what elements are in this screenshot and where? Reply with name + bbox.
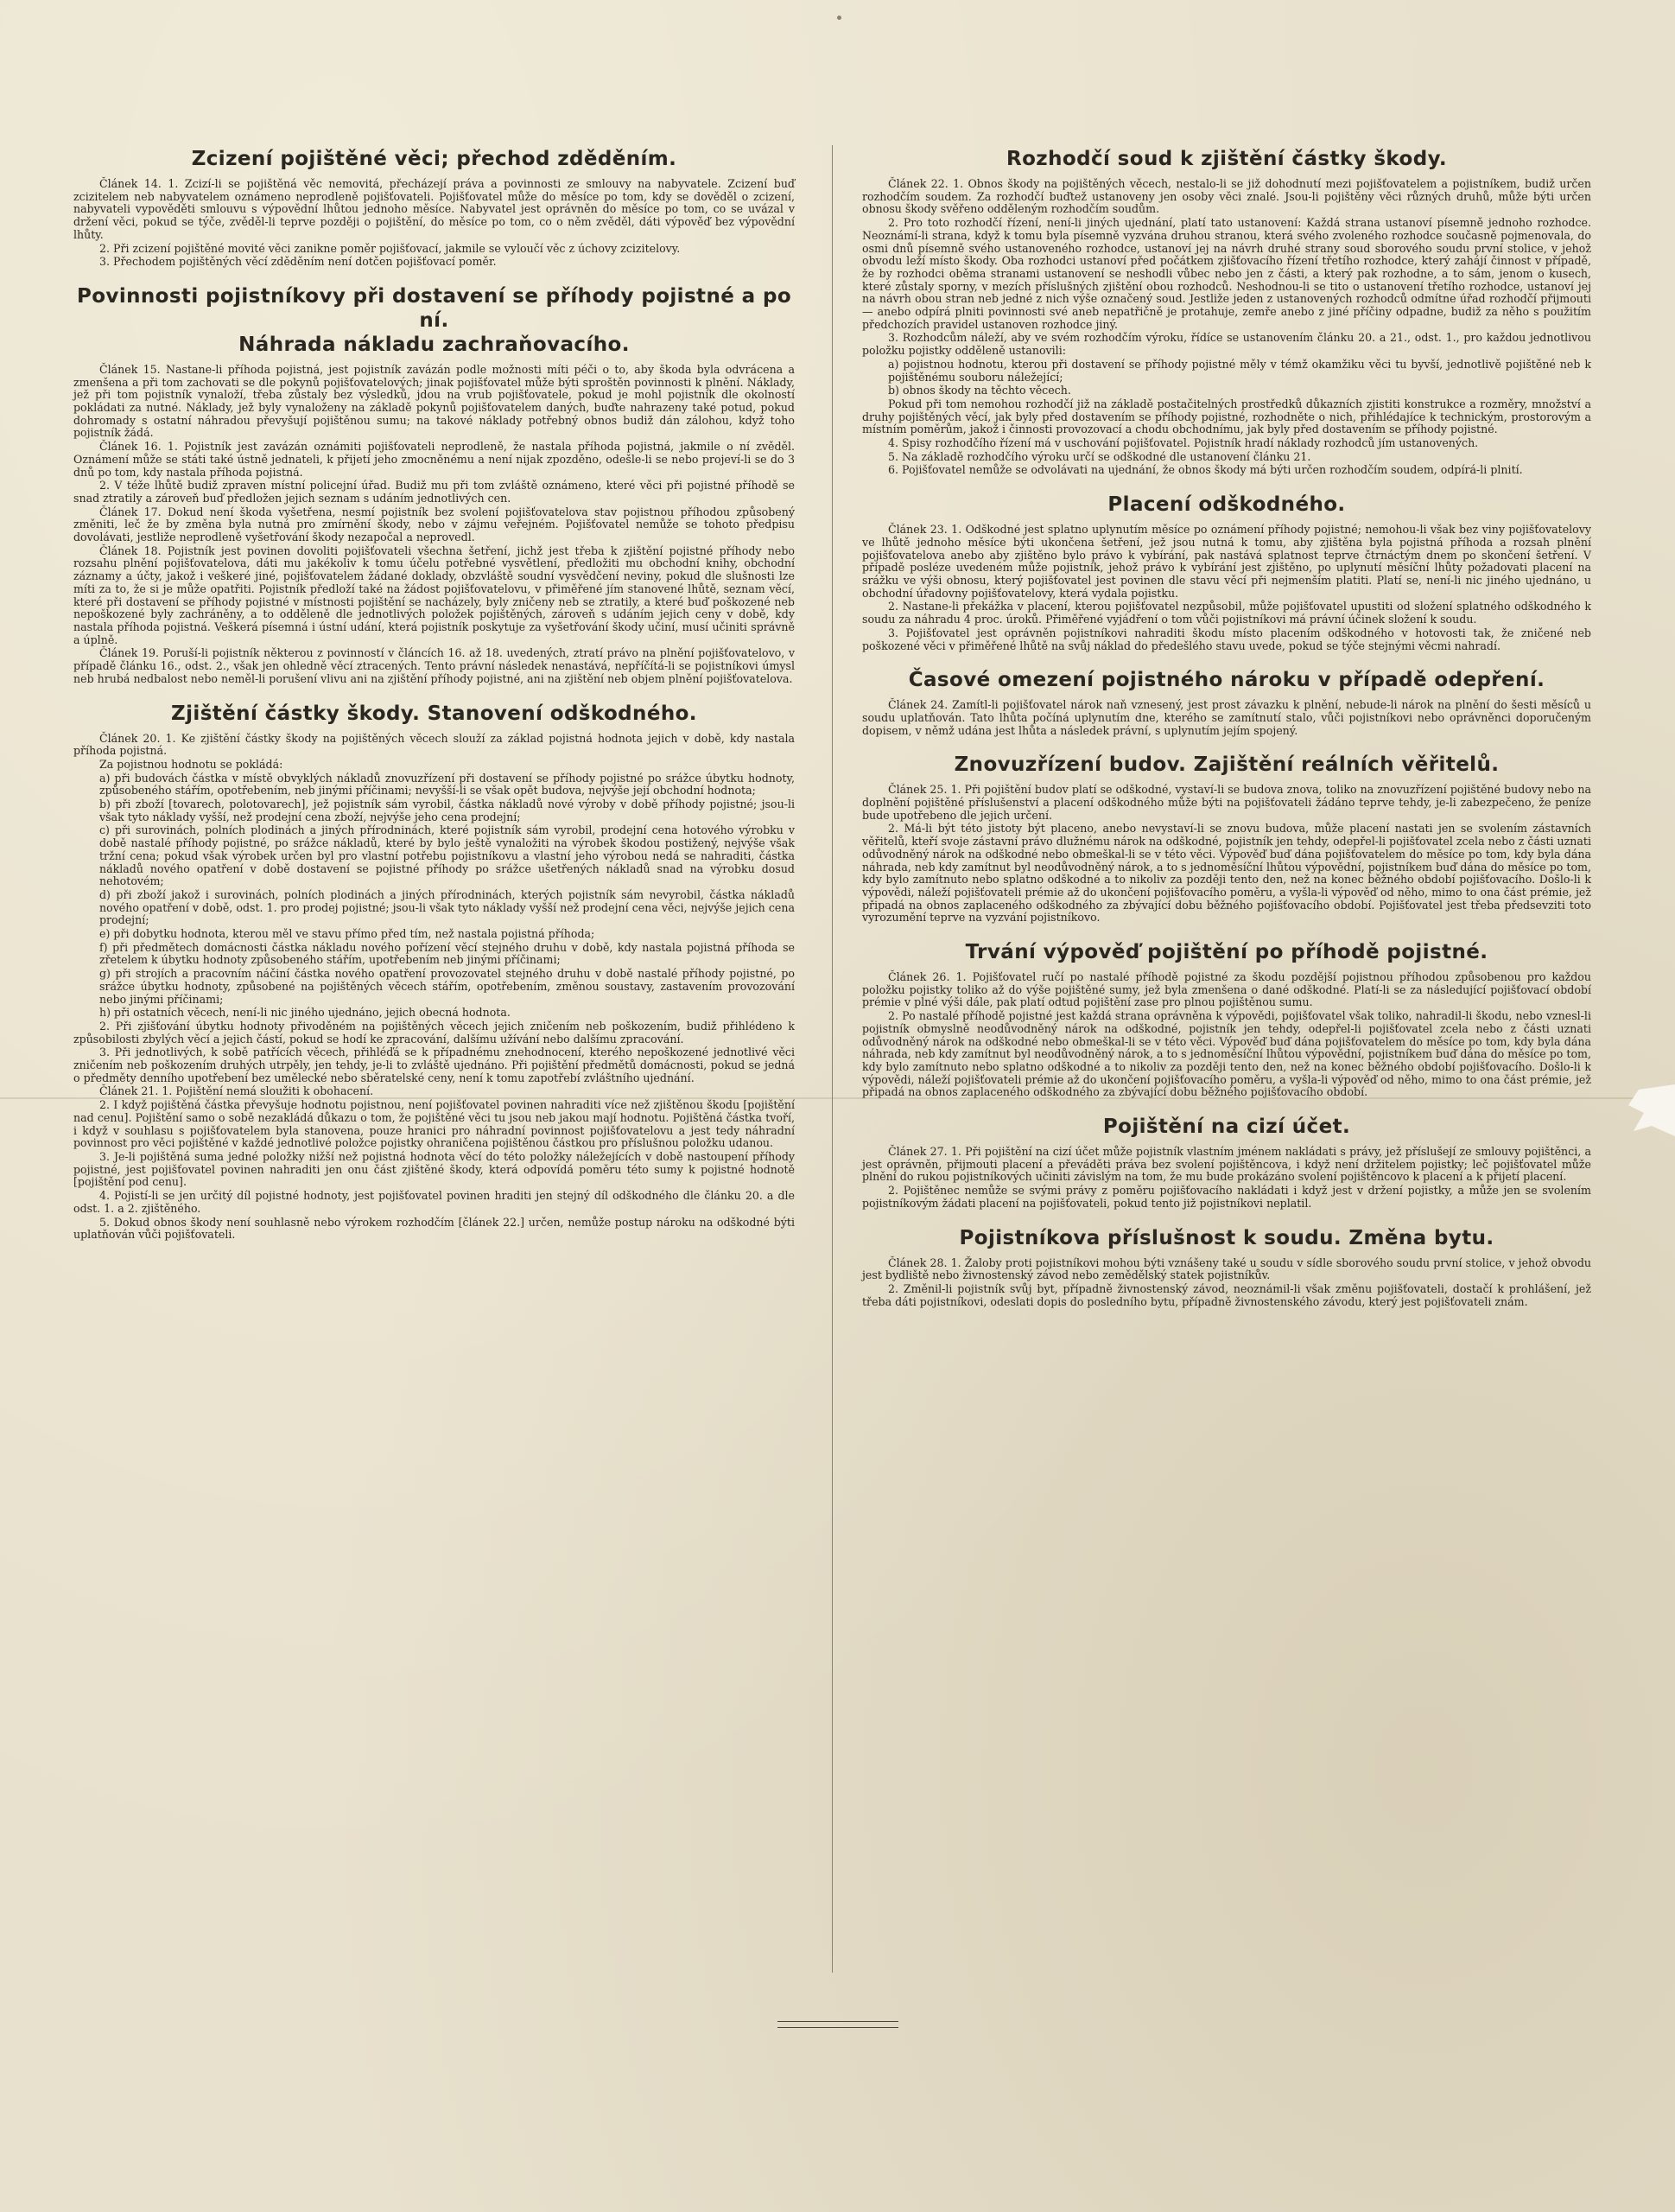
paragraph: Článek 26. 1. Pojišťovatel ručí po nastalé příhodě pojistné za škodu pozdější pojistnou příhodou způsobenou pro každou položku pojistky toliko až do výše pojištěné sumy, jež byla zmenšena o dané odškodné. Platí-li se za následující pojišťovací období prémie v plné výši dále, pak platí odtud pojištění zase pro plnou pojištěnou sumu. bbox=[862, 970, 1591, 1009]
paragraph: Článek 24. Zamítl-li pojišťovatel nárok naň vznesený, jest prost závazku k plnění, nebude-li nárok na plnění do šesti měsíců u soudu uplatňován. Tato lhůta počíná uplynutím dne, kterého se zamítnutí stalo, vůči pojistníkovi nebo oprávněnci doporučeným dopisem, v němž udána jest lhůta a následek právní, s uplynutím jejím spojený. bbox=[862, 698, 1591, 737]
paragraph: 2. Pojištěnec nemůže se svými právy z poměru pojišťovacího nakládati i když jest v držení pojistky, a může jen se svolením pojistníkovým žádati placení na pojišťovateli, pokud tento již pojistníkovi neplatil. bbox=[862, 1184, 1591, 1210]
paragraph: 6. Pojišťovatel nemůže se odvolávati na ujednání, že obnos škody má býti určen rozhodčím soudem, odpírá-li plnití. bbox=[888, 463, 1523, 477]
section-casove-omezeni bbox=[862, 668, 1591, 737]
list-item: c) při surovinách, polních plodinách a jiných přírodninách, které pojistník sám vyrobil, prodejní cena hotového výrobku v době nastalé příhody pojistné, po srážce nákladů, které by bylo ještě vynaložiti na výrobek škodou postižený, nejvýše však tržní cena; pokud však výrobek určen byl pro vlastní potřebu pojistníkovu a vlastní jeho výrobou nedá se nahraditi, částka nákladů nového opatření v době dostavení se pojistné příhody po srážce ušetřených nákladů snad na výrobku dosud nehotovém; bbox=[99, 823, 795, 888]
section-heading: Pojištění na cizí účet. bbox=[1102, 1116, 1351, 1139]
paragraph: Článek 17. Dokud není škoda vyšetřena, nesmí pojistník bez svolení pojišťovatelova stav pojistnou příhodou způsobený změniti, leč že by změna byla nutná pro zmírnění škody, nebo v zájmu veřejném. Pojišťovatel nemůže se tohoto předpisu dovolávati, jestliže neprodleně vyšetřování škody nezapočal a neprovedl. bbox=[73, 505, 795, 544]
section-heading: Znovuzřízení budov. Zajištění reálních věřitelů. bbox=[954, 753, 1500, 777]
right-column bbox=[862, 147, 1591, 1324]
list-item: f) při předmětech domácnosti částka nákladu nového pořízení věcí stejného druhu v době, kdy nastala pojistná příhoda se zřetelem k úbytku hodnoty způsobeného stářím, upotřebením neb jinými příčinami; bbox=[99, 940, 795, 967]
section-povinnosti bbox=[73, 284, 795, 686]
paragraph: Článek 22. 1. Obnos škody na pojištěných věcech, nestalo-li se již dohodnutí mezi pojišťovatelem a pojistníkem, budiž určen rozhodčím soudem. Za rozhodčí buďtež ustanoveny jen osoby věci znalé. Jsou-li pojištěny věci různých druhů, může býti určen obnosu škody svěřeno odděleným rozhodčím soudům. bbox=[862, 177, 1591, 216]
paragraph: 4. Pojistí-li se jen určitý díl pojistné hodnoty, jest pojišťovatel povinen hraditi jen stejný díl odškodného dle článku 20. a dle odst. 1. a 2. zjištěného. bbox=[73, 1189, 795, 1215]
section-cizi-ucet bbox=[862, 1115, 1591, 1211]
paragraph: Článek 15. Nastane-li příhoda pojistná, jest pojistník zavázán podle možnosti míti péči o to, aby škoda byla odvrácena a zmenšena a při tom zachovati se dle pokynů pojišťovatelových; jinak pojišťovatel může býti sproštěn povinnosti k plnění. Náklady, jež při tom pojistník vynaloží, třeba zůstaly bez výsledků, jdou na vrub pojišťovatele, pokud je mohl pojistník dle okolností pokládati za nutné. Náklady, jež byly vynaloženy na základě pokynů pojišťovatelem daných, buďte nahrazeny také potud, pokud dohromady s ostatní náhradou převyšují pojištěnou sumu; na takové náklady potřebný obnos budiž dán zálohou, když toho pojistník žádá. bbox=[73, 362, 795, 440]
section-zcizeni bbox=[73, 147, 795, 269]
section-heading: Časové omezení pojistného nároku v případě odepření. bbox=[908, 669, 1545, 692]
paragraph: 2. V téže lhůtě budiž zpraven místní policejní úřad. Budiž mu při tom zvláště oznámeno, které věci při pojistné příhodě se snad ztratily a zároveň buď předložen jejich seznam s udáním jednotlivých cen. bbox=[73, 479, 795, 505]
section-heading: Placení odškodného. bbox=[1107, 493, 1346, 517]
paragraph: 2. Změnil-li pojistník svůj byt, případně živnostenský závod, neoznámil-li však změnu pojišťovateli, dostačí k prohlášení, jež třeba dáti pojistníkovi, odeslati dopis do posledního bytu, případně živnostenského závodu, který jest pojišťovateli znám. bbox=[862, 1282, 1591, 1308]
list-item: a) při budovách částka v místě obvyklých nákladů znovuzřízení při dostavení se příhody pojistné po srážce úbytku hodnoty, způsobeného stářím, opotřebením, neb jinými příčinami; nevyšší-li se však opět budova, nejvýše její obchodní hodnota; bbox=[99, 771, 795, 798]
paragraph: Článek 14. 1. Zcizí-li se pojištěná věc nemovitá, přecházejí práva a povinnosti ze smlouvy na nabyvatele. Zcizení buď zcizitelem neb nabyvatelem oznámeno neprodleně pojišťovateli. Pojišťovatel může do měsíce po tom, kdy se dověděl o zcizení, nabyvateli vypověděti smlouvu s výpovědní lhůtou jednoho měsíce. Nabyvatel jest oprávněn do měsíce po tom, co se uvázal v držení věci, pokud se týče, zvěděl-li teprve později o pojištění, do měsíce po tom, co o něm zvěděl, dáti výpověď bez výpovědní lhůty. bbox=[73, 177, 795, 241]
paragraph: Článek 16. 1. Pojistník jest zavázán oznámiti pojišťovateli neprodleně, že nastala příhoda pojistná, jakmile o ní zvěděl. Oznámení může se státi také ústně jednateli, k přijetí jeho zmocněnému a není nijak zpozděno, odešle-li se nebo projeví-li se do 3 dnů po tom, kdy nastala příhoda pojistná. bbox=[73, 440, 795, 479]
paragraph: Článek 21. 1. Pojištění nemá sloužiti k obohacení. bbox=[99, 1084, 374, 1098]
list-item: g) při strojích a pracovním náčiní částka nového opatření provozovatel stejného druhu v době nastalé příhody pojistné, po srážce úbytku hodnoty, způsobené na pojištěných věcech stářím, opotřebením, změnou soustavy, zastavením provozování nebo jinými příčinami; bbox=[99, 967, 795, 1006]
section-znovuzrizeni bbox=[862, 753, 1591, 925]
section-heading: Rozhodčí soud k zjištění částky škody. bbox=[1006, 148, 1447, 170]
paragraph: 3. Při jednotlivých, k sobě patřících věcech, přihléďá se k případnému znehodnocení, kterého nepoškozené jednotlivé věci zničením neb poškozením druhých utrpěly, jen tehdy, je-li to zvláště ujednáno. Při pojištění předmětů domácnosti, pokud se jedná o předměty denního upotřebení bez umělecké nebo sběratelské ceny, není k tomu zapotřebí zvláštního ujednání. bbox=[73, 1046, 795, 1084]
paragraph: Článek 28. 1. Žaloby proti pojistníkovi mohou býti vznášeny také u soudu v sídle sborového soudu první stolice, v jehož obvodu jest bydliště nebo živnostenský závod nebo zemědělský statek pojistníkův. bbox=[862, 1255, 1591, 1282]
heading-line: Náhrada nákladu zachraňovacího. bbox=[238, 333, 630, 356]
section-rozhodci-soud bbox=[862, 147, 1591, 477]
heading-line: Povinnosti pojistníkovy při dostavení se příhody pojistné a po ní. bbox=[76, 284, 792, 332]
paragraph: 5. Dokud obnos škody není souhlasně nebo výrokem rozhodčím [článek 22.] určen, nemůže postup nároku na odškodné býti uplatňován vůči pojišťovateli. bbox=[73, 1215, 795, 1242]
list-item: h) při ostatních věcech, není-li nic jiného ujednáno, jejich obecná hodnota. bbox=[99, 1006, 511, 1020]
paragraph: Článek 18. Pojistník jest povinen dovoliti pojišťovateli všechna šetření, jichž jest třeba k zjištění pojistné příhody nebo rozsahu plnění pojišťovatelova, dáti mu jakékoliv k tomu účelu potřebné vysvětlení, předložiti mu obchodní knihy, obchodní záznamy a účty, jakož i veškeré jiné, pojišťovatelem žádané doklady, obzvláště soudní vysvědčení neviny, pokud dle slušnosti lze míti za to, že si je může opatřiti. Pojistník předloží také na žádost pojišťovatelovu, v přiměřené jím stanovené lhůtě, seznam věcí, které při dostavení se příhody pojistné v místnosti pojištění se nacházely, byly zničeny neb se ztratily, a které buď poškozené neb nepoškozené byly zachráněny, a to odděleně dle jednotlivých položek pojištěných, zároveň s udáním jejich ceny v době, kdy nastala příhoda pojistná. Veškerá písemná i ústní udání, která pojistník poskytuje za vyšetřování škody učiní, musí učiniti správně a úplně. bbox=[73, 543, 795, 646]
list-item: b) při zboží [tovarech, polotovarech], jež pojistník sám vyrobil, částka nákladů nové výroby v době příhody pojistné; jsou-li však tyto náklady vyšší, než prodejní cena zboží, nejvýše jeho cena prodejní; bbox=[99, 798, 795, 823]
section-prislusnost bbox=[862, 1226, 1591, 1309]
list-item: e) při dobytku hodnota, kterou měl ve stavu přímo před tím, než nastala pojistná příhoda; bbox=[99, 927, 595, 941]
left-column bbox=[73, 147, 795, 1257]
paper-speck bbox=[837, 16, 841, 20]
paragraph: 3. Rozhodcům náleží, aby ve svém rozhodčím výroku, řídíce se ustanovením článku 20. a 21., odst. 1., pro každou jednotlivou položku pojistky odděleně ustanovili: bbox=[862, 331, 1591, 358]
paragraph: Článek 23. 1. Odškodné jest splatno uplynutím měsíce po oznámení příhody pojistné; nemohou-li však bez viny pojišťovatelovy ve lhůtě jednoho měsíce býti ukončena šetření, jež jsou nutná k tomu, aby zjištěna byla pojistná příhoda a rozsah plnění pojišťovatelova anebo aby zjištěno bylo právo k vybírání, pak nastává splatnost teprve čtrnáctým dnem po skončení šetření. V případě posléze uvedeném může pojistník, jehož právo k vybírání jest zjištěno, po uplynutí měsíční lhůty požadovati placení na srážku ve výši obnosu, který pojišťovatel jest povinen dle stavu věcí při nejmenším platiti. Platí se, není-li nic jiného ujednáno, u obchodní úřadovny pojišťovatelovy, která vydala pojistku. bbox=[862, 523, 1591, 600]
paragraph: 2. Po nastalé příhodě pojistné jest každá strana oprávněna k výpovědi, pojišťovatel však toliko, nahradil-li škodu, nebo vznesl-li pojistník obmyslně neodůvodněný nárok na odškodné, pojistník jen tehdy, odepřel-li pojišťovatel zcela nebo z části uznati odůvodněný nárok na odškodné nebo obmeškal-li se v této věci. Výpověď buď dána pojišťovatelem do měsíce po tom, kdy byla dána náhrada, neb kdy zamítnut byl neodůvodněný nárok, a to s jednoměsíční lhůtou výpovědní, pojistníkem buď dána do měsíce po tom, kdy bylo zamítnuto nebo splatno odškodné a to nikoliv za později tento den, než na konec běžného období pojišťovacího. Došlo-li k výpovědi, náleží pojišťovateli prémie až do ukončení pojišťovacího poměru, a vyšla-li výpověď od něho, mimo to ona část prémie, jež připadá na obnos zaplaceného odškodného za zbývající dobu běžného pojišťovacího období. bbox=[862, 1009, 1591, 1099]
paragraph: Článek 20. 1. Ke zjištění částky škody na pojištěných věcech slouží za základ pojistná hodnota jejich v době, kdy nastala příhoda pojistná. bbox=[73, 731, 795, 758]
section-heading bbox=[73, 284, 795, 357]
paragraph: Článek 25. 1. Při pojištění budov platí se odškodné, vystaví-li se budova znova, toliko na znovuzřízení pojištěné budovy nebo na doplnění pojištěné příslušenství a placení odškodného může býti na pojišťovateli žádáno teprve tehdy, je-li zabezpečeno, že peníze bude upotřebeno dle jejich určení. bbox=[862, 783, 1591, 822]
end-double-rule bbox=[777, 2021, 898, 2028]
list-item: d) při zboží jakož i surovinách, polních plodinách a jiných přírodninách, kterých pojistník sám nevyrobil, částka nákladů nového opatření v době, odst. 1. pro prodej pojistné; jsou-li však tyto náklady vyšší než prodejní cena věci, nejvýše jejich cena prodejní; bbox=[99, 887, 795, 927]
section-placeni bbox=[862, 493, 1591, 652]
paragraph: 2. Při zjišťování úbytku hodnoty přivoděném na pojištěných věcech jejich zničením neb poškozením, budiž přihlédeno k způsobilosti zbylých věcí a jejich částí, pokud se hodí ke zpracování, dalšímu užívání nebo dalšímu zpracování. bbox=[73, 1019, 795, 1046]
paper-tear bbox=[1623, 1084, 1675, 1136]
section-trvani bbox=[862, 940, 1591, 1099]
paragraph: 2. Pro toto rozhodčí řízení, není-li jiných ujednání, platí tato ustanovení: Každá strana ustanoví písemně jednoho rozhodce. Neoznámí-li strana, když k tomu byla písemně vyzvána druhou stranou, která svého zvoleného rozhodce současně pojmenovala, do osmi dnů písemně svého ustanoveného rozhodce, ustanoví jej na návrh druhé strany soud sborového soudu první stolice, v jehož obvodu leží místo škody. Oba rozhodci ustanoví před počátkem zjišťovacího řízení třetího rozhodce, který zahájí činnost v případě, že by rozhodci oběma stranami ustanovení se neshodli vůbec nebo jen z části, a který pak rozhodne, a to sám, jenom o kusech, které zůstaly sporny, v mezích příslušných zjištění obou rozhodců. Neshodnou-li se tito o ustanovení třetího rozhodce, ustanoví jej na návrh obou stran neb jedné z nich výše označený soud. Jestliže jeden z ustanovených rozhodců odmítne úřad rozhodčí přijmouti — anebo odpírá plniti povinnosti své aneb nepatřičně je protahuje, zemře anebo z jiné příčiny odpadne, budiž za něho s použitím předchozích pravidel ustanoven rozhodce jiný. bbox=[862, 216, 1591, 331]
section-zjisteni bbox=[73, 702, 795, 1242]
paragraph: 3. Je-li pojištěná suma jedné položky nižší než pojistná hodnota věcí do této položky náležejících v době nastoupení příhody pojistné, jest pojišťovatel povinen nahraditi jen onu část zjištěné škody, která odpovídá poměru této sumy k pojistné hodnotě [pojištění pod cenu]. bbox=[73, 1150, 795, 1189]
paragraph: 4. Spisy rozhodčího řízení má v uschování pojišťovatel. Pojistník hradí náklady rozhodců jím ustanovených. bbox=[888, 436, 1479, 450]
paragraph: 2. Při zcizení pojištěné movité věci zanikne poměr pojišťovací, jakmile se vyloučí věc z úchovy zcizitelovy. bbox=[99, 241, 681, 255]
column-divider bbox=[832, 145, 833, 1973]
paragraph: Článek 27. 1. Při pojištění na cizí účet může pojistník vlastním jménem nakládati s právy, jež příslušejí ze smlouvy pojištěnci, a jest oprávněn, přijmouti placení a převáděti práva bez svolení pojištěncova, i když není držitelem pojistky; leč pojišťovatel může plnění do rukou pojistníkových učiniti závislým na tom, že mu bude prokázáno svolení pojištěncovo k placení a k přijetí placení. bbox=[862, 1145, 1591, 1184]
paragraph: 2. I když pojištěná částka převyšuje hodnotu pojistnou, není pojišťovatel povinen nahraditi více než zjištěnou škodu [pojištění nad cenu]. Pojištění samo o sobě nezakládá důkazu o tom, že pojištěné věci tu jsou neb jakou mají hodnotu. Pojištěná částka tvoří, i když v souhlasu s pojišťovatelem byla stanovena, pouze hranici pro náhradní povinnost pojišťovatelovu a jest tedy náhradní povinnost pro věci pojištěné v každé jednotlivé položce pojistky ohraničena pojištěnou částkou pro příslušnou položku udanou. bbox=[73, 1098, 795, 1150]
paragraph: 5. Na základě rozhodčího výroku určí se odškodné dle ustanovení článku 21. bbox=[888, 449, 1311, 463]
paragraph: Článek 19. Poruší-li pojistník některou z povinností v článcích 16. až 18. uvedených, ztratí právo na plnění pojišťovatelovo, v případě článku 16., odst. 2., však jen ohledně věcí ztracených. Tento právní následek nenastává, nepříčítá-li se pojistníkovi úmysl neb hrubá nedbalost nebo neměl-li porušení vlivu ani na zjištění příhody pojistné, ani na zjištění neb objem plnění pojišťovatelova. bbox=[73, 646, 795, 685]
section-heading: Trvání výpověď pojištění po příhodě pojistné. bbox=[965, 941, 1488, 964]
paragraph: 3. Přechodem pojištěných věcí zděděním není dotčen pojišťovací poměr. bbox=[99, 255, 497, 269]
paragraph: 2. Má-li být této jistoty být placeno, anebo nevystaví-li se znovu budova, může placení nastati jen se svolením zástavních věřitelů, kteří svoje zástavní právo dlužnému nárok na odškodné, pojistník jen tehdy, odepřel-li pojišťovatel zcela nebo z části uznati odůvodněný nárok na odškodné nebo obmeškal-li se v této věci. Výpověď buď dána pojišťovatelem do měsíce po tom, kdy byla dána náhrada, neb kdy zamítnut byl neodůvodněný nárok, a to s jednoměsíční lhůtou výpovědní, pojistníkem buď dána do měsíce po tom, kdy bylo zamítnuto nebo splatno odškodné a to nikoliv za později tento den, než na konec běžného období pojišťovacího. Došlo-li k výpovědi, náleží pojišťovateli prémie až do ukončení pojišťovacího poměru, a vyšla-li výpověď od něho, mimo to ona část prémie, jež připadá na obnos zaplaceného odškodného za zbývající dobu běžného pojišťovacího období. Pojišťovatel jest třeba předsevziti toto vyrozumění teprve na vyzvání pojistníkovo. bbox=[862, 822, 1592, 925]
list-item: a) pojistnou hodnotu, kterou při dostavení se příhody pojistné měly v témž okamžiku věci tu byvší, jednotlivě pojištěné neb k pojištěnému souboru náležející; bbox=[888, 357, 1591, 384]
paragraph: 2. Nastane-li překážka v placení, kterou pojišťovatel nezpůsobil, může pojišťovatel upustiti od složení splatného odškodného k soudu za náhradu 4 proc. úroků. Přiměřené vyjádření o tom vůči pojistníkovi má právní účinek složení k soudu. bbox=[862, 600, 1591, 626]
section-heading: Zcizení pojištěné věci; přechod zděděním. bbox=[191, 148, 677, 170]
list-item: b) obnos škody na těchto věcech. bbox=[888, 384, 1071, 397]
section-heading: Pojistníkova příslušnost k soudu. Změna bytu. bbox=[959, 1226, 1494, 1249]
paragraph: Za pojistnou hodnotu se pokládá: bbox=[99, 757, 283, 771]
paragraph: 3. Pojišťovatel jest oprávněn pojistníkovi nahraditi škodu místo placením odškodného v hotovosti tak, že zničené neb poškozené věci v přiměřené lhůtě na svůj náklad do předešlého stavu uvede, pokud se týče stejnými věcmi nahradí. bbox=[862, 626, 1591, 652]
paragraph: Pokud při tom nemohou rozhodčí již na základě postačitelných prostředků důkazních zjistiti konstrukce a rozměry, množství a druhy pojištěných věcí, jak byly před dostavením se příhody pojistné, rozhodněte o nich, přihlédajíce k technickým, prostorovým a místním poměrům, jakož i činnosti provozovací a chodu obchodnímu, jak byly před dostavením se příhody pojistné. bbox=[862, 397, 1591, 436]
section-heading: Zjištění částky škody. Stanovení odškodného. bbox=[171, 702, 697, 725]
